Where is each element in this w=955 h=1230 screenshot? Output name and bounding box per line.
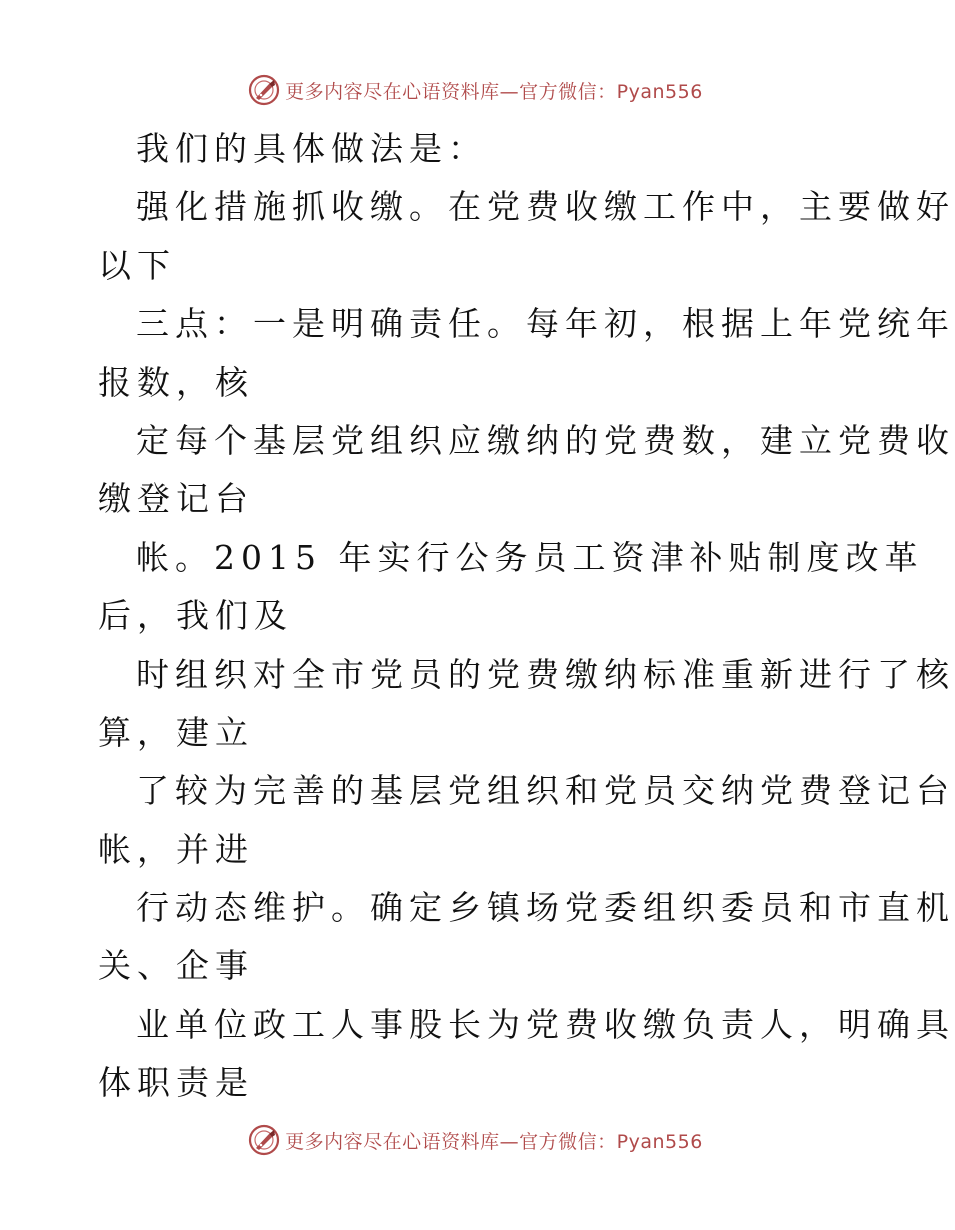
- text-line: 帐，并进: [98, 829, 254, 869]
- text-line: 了较为完善的基层党组织和党员交纳党费登记台: [136, 771, 955, 811]
- pen-nib-logo-icon: [247, 1123, 281, 1157]
- pen-nib-logo-icon: [247, 73, 281, 107]
- text-line: 时组织对全市党员的党费缴纳标准重新进行了核: [136, 654, 955, 694]
- footer-banner: [0, 1120, 950, 1160]
- text-line: 我们的具体做法是：: [136, 129, 487, 168]
- document-body: [98, 120, 955, 1113]
- text-line: 体职责是: [98, 1063, 254, 1103]
- text-line: 行动态维护。确定乡镇场党委组织委员和市直机: [136, 888, 955, 928]
- header-banner: [0, 70, 950, 110]
- text-line: 报数，核: [98, 362, 254, 402]
- text-line: 业单位政工人事股长为党费收缴负责人，明确具: [136, 1004, 955, 1044]
- text-line: 算，建立: [98, 712, 254, 752]
- text-line: 以下: [98, 245, 176, 285]
- text-line: 后，我们及: [98, 596, 293, 636]
- text-line: 缴登记台: [98, 479, 254, 519]
- text-line: 强化措施抓收缴。在党费收缴工作中，主要做好: [136, 187, 955, 227]
- text-line: 关、企事: [98, 946, 254, 986]
- text-line: 三点：一是明确责任。每年初，根据上年党统年: [136, 304, 955, 344]
- footer-banner-text: 更多内容尽在心语资料库—官方微信：Pyan556: [285, 1130, 703, 1153]
- header-banner-text: 更多内容尽在心语资料库—官方微信：Pyan556: [285, 80, 703, 103]
- text-line: 定每个基层党组织应缴纳的党费数，建立党费收: [136, 420, 955, 460]
- text-line: 帐。2015 年实行公务员工资津补贴制度改革: [136, 537, 924, 577]
